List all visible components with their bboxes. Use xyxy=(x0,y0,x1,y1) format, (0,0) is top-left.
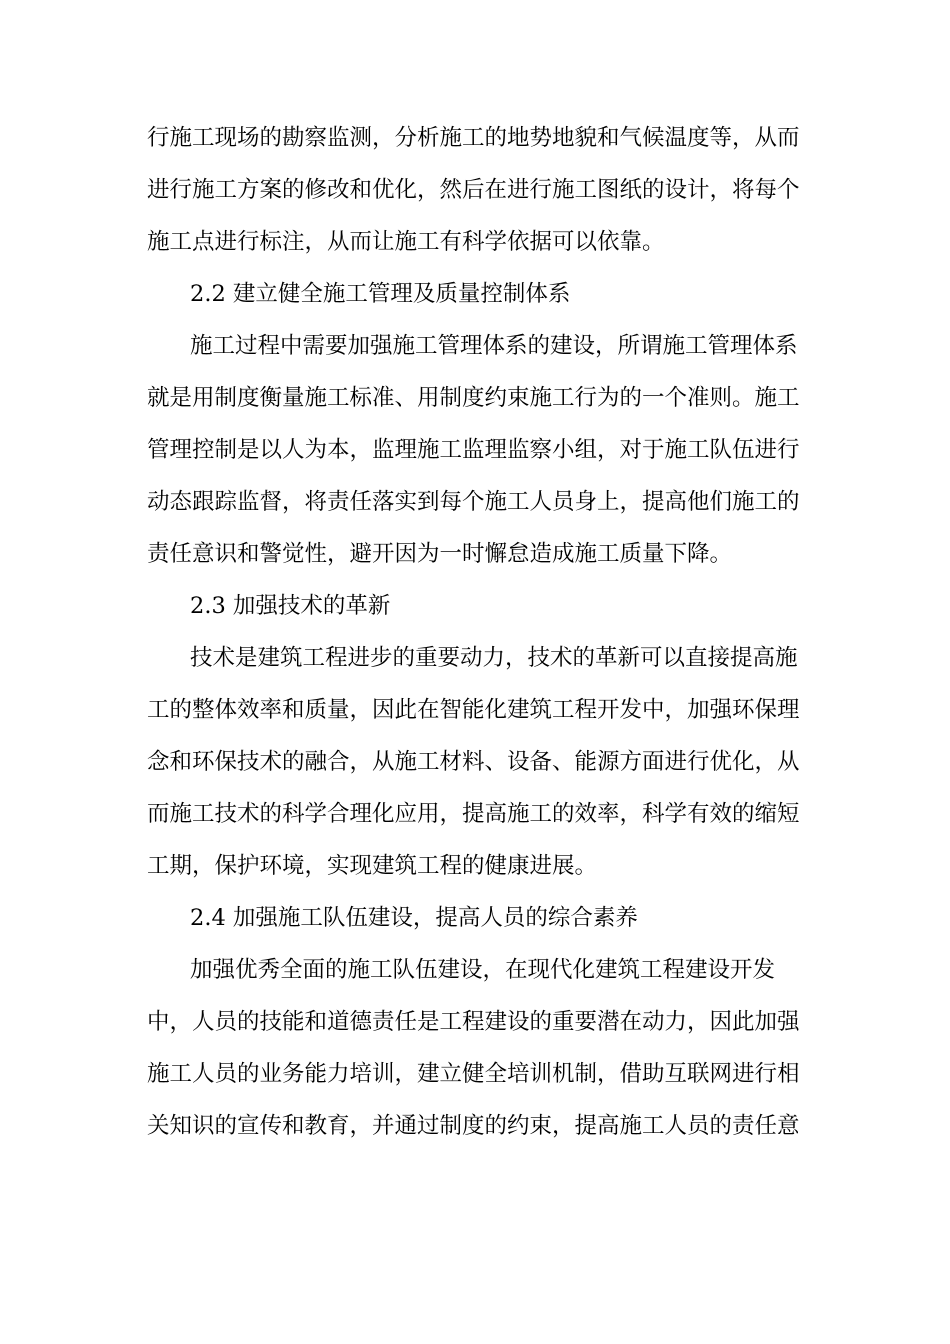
body-text-line: 进行施工方案的修改和优化，然后在进行施工图纸的设计，将每个 xyxy=(147,177,800,203)
body-text-line: 就是用制度衡量施工标准、用制度约束施工行为的一个准则。施工 xyxy=(147,385,800,411)
section-heading-2-2: 2.2 建立健全施工管理及质量控制体系 xyxy=(190,281,571,307)
body-text-line: 施工点进行标注，从而让施工有科学依据可以依靠。 xyxy=(147,229,665,255)
body-text-line: 而施工技术的科学合理化应用，提高施工的效率，科学有效的缩短 xyxy=(147,801,800,827)
body-text-line: 技术是建筑工程进步的重要动力，技术的革新可以直接提高施 xyxy=(190,645,798,671)
section-heading-2-3: 2.3 加强技术的革新 xyxy=(190,593,391,619)
body-text-line: 中，人员的技能和道德责任是工程建设的重要潜在动力，因此加强 xyxy=(147,1009,800,1035)
body-text-line: 行施工现场的勘察监测，分析施工的地势地貌和气候温度等，从而 xyxy=(147,125,800,151)
body-text-line: 工期，保护环境，实现建筑工程的健康进展。 xyxy=(147,853,598,879)
body-text-line: 施工过程中需要加强施工管理体系的建设，所谓施工管理体系 xyxy=(190,333,798,359)
body-text-line: 责任意识和警觉性，避开因为一时懈怠造成施工质量下降。 xyxy=(147,541,733,567)
section-heading-2-4: 2.4 加强施工队伍建设，提高人员的综合素养 xyxy=(190,905,638,931)
body-text-line: 加强优秀全面的施工队伍建设，在现代化建筑工程建设开发 xyxy=(190,957,776,983)
body-text-line: 念和环保技术的融合，从施工材料、设备、能源方面进行优化，从 xyxy=(147,749,800,775)
body-text-line: 工的整体效率和质量，因此在智能化建筑工程开发中，加强环保理 xyxy=(147,697,800,723)
body-text-line: 动态跟踪监督，将责任落实到每个施工人员身上，提高他们施工的 xyxy=(147,489,800,515)
body-text-line: 管理控制是以人为本，监理施工监理监察小组，对于施工队伍进行 xyxy=(147,437,800,463)
body-text-line: 关知识的宣传和教育，并通过制度的约束，提高施工人员的责任意 xyxy=(147,1113,800,1139)
body-text-line: 施工人员的业务能力培训，建立健全培训机制，借助互联网进行相 xyxy=(147,1061,800,1087)
